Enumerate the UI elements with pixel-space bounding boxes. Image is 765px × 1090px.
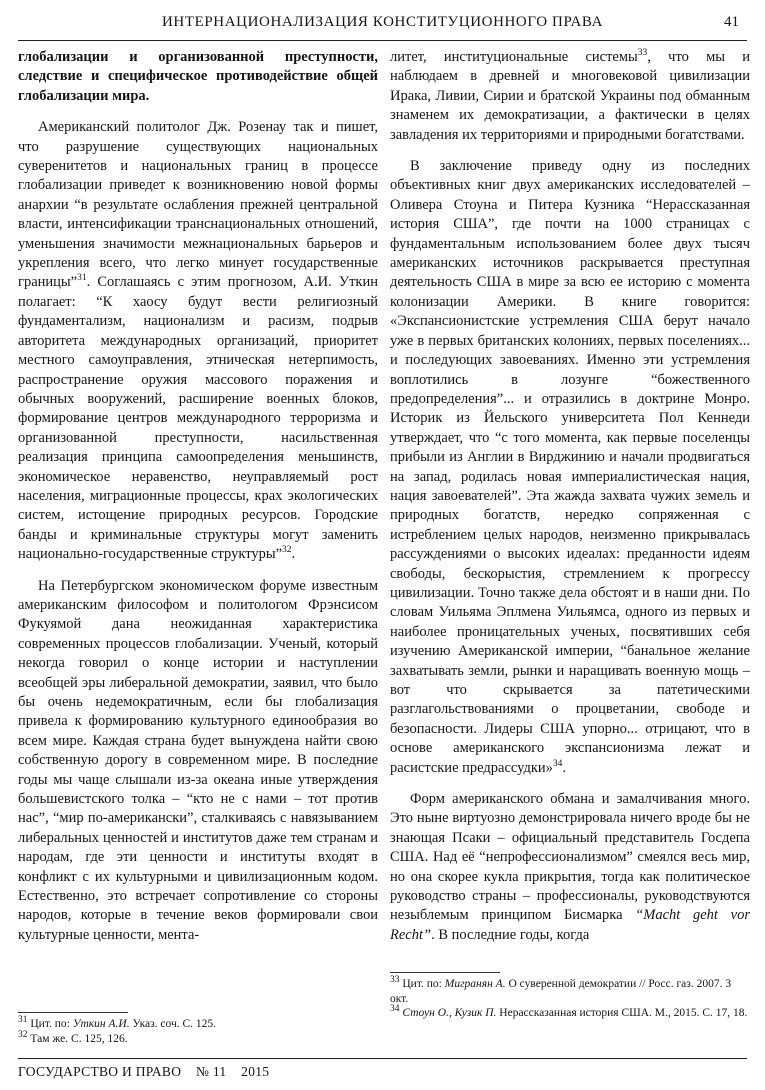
paragraph-continuation — [390, 48, 750, 145]
journal-info — [18, 1064, 269, 1080]
footnote-rest: О суверенной демократии // Росс. газ. 2007. 3 окт. — [390, 978, 732, 1005]
paragraph-text: , что мы и наблюдаем в древней и многовековой цивилизации Ирака, Ливии, Сирии и братской Украины под обманным знаменем их демократизации, а фактически в целях завладения их территориями и природными богатствами. — [390, 49, 750, 143]
footnote-33 — [390, 977, 750, 1006]
footnotes-left — [18, 1012, 378, 1046]
issue-year: 2015 — [241, 1064, 270, 1079]
footnote-number: 34 — [390, 1004, 400, 1015]
paragraph-text: Форм американского обмана и замалчивания много. Это ныне виртуозно демонстрировала ничего вроде бы не знающая Псаки – официальный представитель Госдепа США. Над её “непрофессионализмом” смеялся весь мир, но она скорее кукла прикрытия, тогда как политическое руководство страны – профессионалы, руководствуются незыблемым принципом Бисмарка — [390, 791, 750, 924]
footnote-rest: Нерассказанная история США. М., 2015. С. 17, 18. — [496, 1007, 748, 1019]
footnote-number: 31 — [18, 1015, 28, 1026]
paragraph-fukuyama: На Петербургском экономическом форуме известным американским философом и политологом Фрэнсисом Фукуямой дана неожиданная характеристика современных процессов глобализации. Ученый, который некогда говорил о конце истории и наступлении всеобщей эры либеральной демократии, заявил, что было бы очень недемократичным, если бы глобализация привела к формированию культурного единообразия во всем мире. Каждая страна будет вынуждена найти свою собственную дорогу в современном мире. В последние годы мы чаще слышали из-за океана иные утверждения большевистского толка – “кто не с нами – тот против нас”, “мир по-американски”, сталкиваясь с навязыванием либеральных ценностей и институтов даже тем странам и народам, где эти ценности и институты входят в конфликт с их культурными и цивилизационным кодом. Естественно, это встречает сопротивление со стороны народов, которые в течение веков формировали свои культурные ценности, мента- — [18, 577, 378, 943]
paragraph-stone-kuznick — [390, 157, 750, 778]
right-column — [390, 48, 750, 1013]
footnote-author: Мигранян А. — [444, 978, 506, 990]
paragraph-text: . Соглашаясь с этим прогнозом, А.И. Уткин полагает: “К хаосу будут вести религиозный фундаментализм, национализм и расизм, подрыв авторитета международных организаций, приоритет местного самоуправления, этническая нетерпимость, распространение оружия массового поражения и обычных вооружений, расширение военных блоков, формирование центров международного терроризма и организованной преступности, насильственная реализация принципа самоопределения меньшинств, экономическое неравенство, неуправляемый рост населения, миграционные процессы, крах экологических систем, истощение природных ресурсов. Городские банды и криминальные структуры могут заменить национально-государственные структуры” — [18, 274, 378, 563]
footnotes-right — [390, 972, 750, 1021]
running-footer — [18, 1056, 747, 1084]
latin-quote: “Macht geht vor Recht” — [390, 907, 750, 943]
paragraph-rosenau — [18, 118, 378, 564]
footnote-ref[interactable]: 31 — [77, 273, 87, 284]
footnote-ref[interactable]: 34 — [552, 758, 563, 769]
paragraph-text: литет, институциональные системы — [390, 49, 638, 65]
footnote-ref[interactable]: 32 — [282, 545, 292, 556]
left-column — [18, 48, 378, 1013]
journal-name: ГОСУДАРСТВО И ПРАВО — [18, 1064, 182, 1079]
footnote-prefix: Цит. по: — [30, 1018, 73, 1030]
running-title: ИНТЕРНАЦИОНАЛИЗАЦИЯ КОНСТИТУЦИОННОГО ПРАВА — [161, 14, 604, 30]
footnote-number: 32 — [18, 1029, 28, 1040]
footnote-rule — [390, 972, 500, 973]
page-number: 41 — [724, 14, 739, 30]
header-rule — [18, 40, 747, 41]
footnote-author: Уткин А.И. — [72, 1018, 130, 1030]
running-header — [18, 8, 747, 38]
footnote-prefix: Цит. по: — [402, 978, 445, 990]
issue-number: № 11 — [195, 1064, 227, 1079]
footnote-rule — [18, 1012, 128, 1013]
paragraph-psaki — [390, 790, 750, 945]
footnote-rest: Указ. соч. С. 125. — [129, 1018, 217, 1030]
intro-bold-text: глобализации и организованной преступности, следствие и специфическое противодействие общей глобализации мира. — [18, 49, 378, 104]
paragraph-text: . — [291, 546, 296, 563]
paragraph-text: В заключение приведу одну из последних объективных книг двух американских исследователей – Оливера Стоуна и Питера Кузника “Нерассказанная история США”, где почти на 1000 страницах с фундаментальным использованием более двух тысяч американских источников раскрывается преступная деятельность США в мире за всю ее историю с момента колонизации Америки. В книге говорится: «Экспансионистские устремления США берут начало уже в первых британских колониях, первых поселениях... и последующих завоеваниях. Именно эти устремления воплотились в лозунге “божественного предопределения”... и отразились в доктрине Монро. Историк из Йельского университета Пол Кеннеди утверждает, что “с того момента, как первые поселенцы прибыли из Англии в Вирджинию и начали продвигаться на запад, родилась новая империалистическая нация, нация завоевателей”. Эта жажда захвата чужих земель и природных богатств, нередко сопряженная с истреблением целых народов, неизменно прикрывалась рассуждениями о высоких идеалах: преданности идеям свободы, бескорыстия, стремлением к прогрессу цивилизации. Точно также дела обстоят и в наши дни. По словам Уильяма Эплмена Уильямса, одного из первых и наиболее проницательных ученых, посвятивших себя изучению Американской империи, “банальное желание захватывать земли, рынки и наращивать военную мощь – вот что скрывается за патетическими разглагольствованиями о процветании, свободе и безопасности. Лидеры США упорно... отрицают, что в основе американского экспансионизма лежат и расистские предрассудки» — [390, 158, 750, 776]
paragraph-text: . — [562, 759, 567, 776]
footnote-prefix: Там же. С. 125, 126. — [30, 1032, 128, 1045]
footnote-author: Стоун О., Кузик П. — [402, 1007, 497, 1019]
footnote-31 — [18, 1017, 378, 1032]
paragraph-text: Американский политолог Дж. Розенау так и пишет, что разрушение существующих национальных суверенитетов и национальных границ в процессе глобализации приведет к возникновению новой формы анархии “в результате ослабления прежней центральной власти, интенсификации транснациональных отношений, уменьшения значимости межнациональных барьеров и укрепления всего, что легко минует государственные границы” — [18, 119, 378, 291]
footnote-34 — [390, 1006, 750, 1021]
footnote-number: 33 — [390, 975, 400, 986]
footnote-ref[interactable]: 33 — [637, 48, 648, 59]
footnote-32 — [18, 1029, 378, 1047]
paragraph-text: . В последние годы, когда — [431, 926, 590, 943]
